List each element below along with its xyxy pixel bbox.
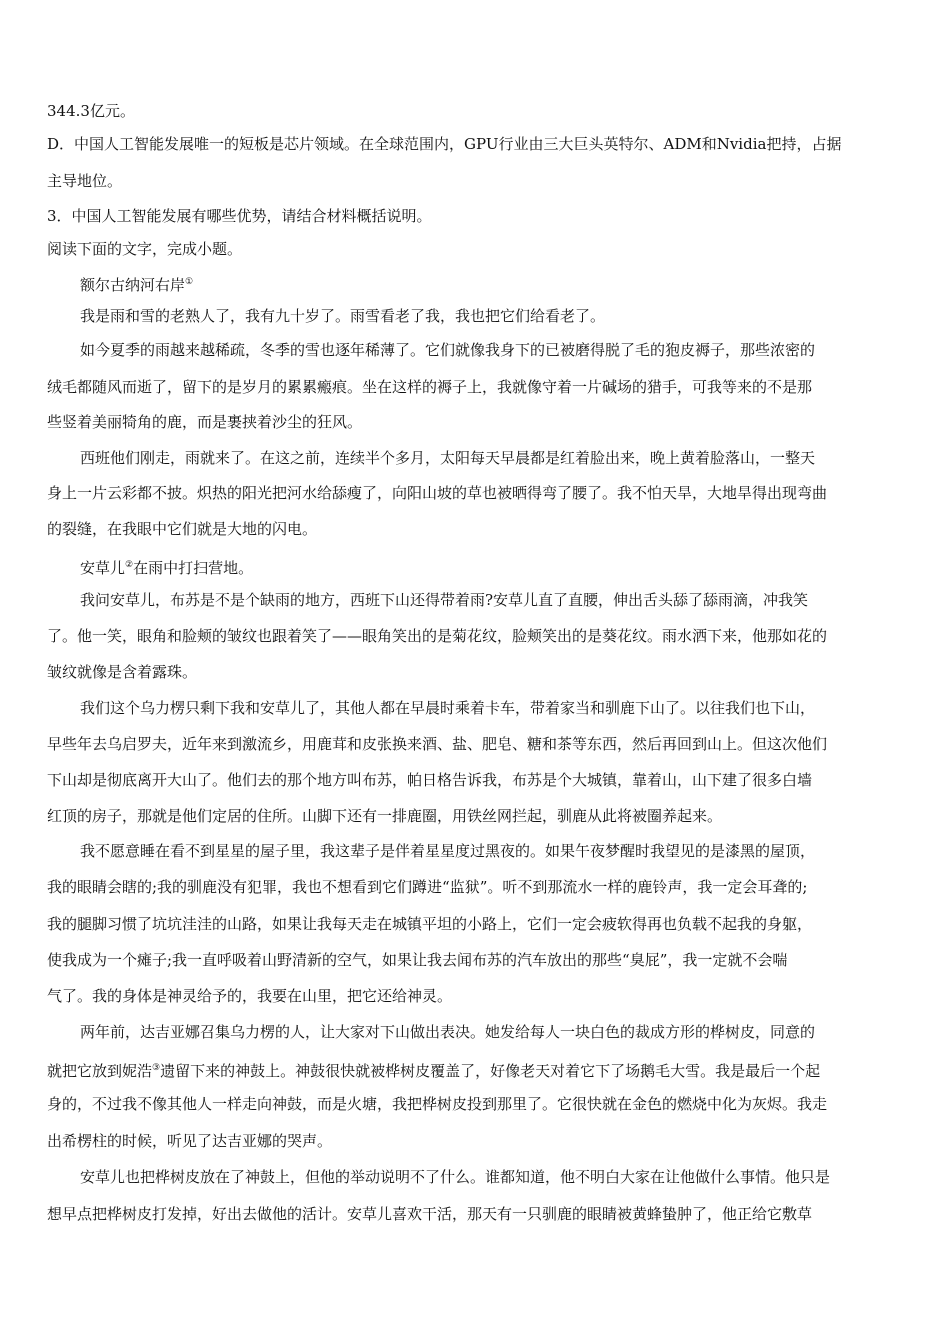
paragraph-line: 我的腿脚习惯了坑坑洼洼的山路，如果让我每天走在城镇平坦的小路上，它们一定会疲软得再也负载不起我的身躯，	[47, 915, 813, 933]
paragraph-line: 我的眼睛会瞎的;我的驯鹿没有犯罪，我也不想看到它们蹲进“监狱”。听不到那流水一样的鹿铃声，我一定会耳聋的;	[47, 878, 808, 896]
paragraph-line: 出希楞柱的时候，听见了达吉亚娜的哭声。	[47, 1132, 333, 1150]
footnote-marker: ③	[152, 1063, 161, 1073]
paragraph-line: 红顶的房子，那就是他们定居的住所。山脚下还有一排鹿圈，用铁丝网拦起，驯鹿从此将被圈养起来。	[47, 807, 723, 825]
text-span: 在雨中打扫营地。	[133, 559, 254, 577]
paragraph-line: 绒毛都随风而逝了，留下的是岁月的累累瘢痕。坐在这样的褥子上，我就像守着一片碱场的猎手，可我等来的不是那	[47, 378, 813, 396]
paragraph-line: 身上一片云彩都不披。炽热的阳光把河水给舔瘦了，向阳山坡的草也被晒得弯了腰了。我不怕天旱，大地旱得出现弯曲	[47, 484, 828, 502]
paragraph-line: 安草儿也把桦树皮放在了神鼓上，但他的举动说明不了什么。谁都知道，他不明白大家在让他做什么事情。他只是	[80, 1168, 831, 1186]
paragraph-line: 使我成为一个瘫子;我一直呼吸着山野清新的空气，如果让我去闻布苏的汽车放出的那些“臭屁”，我一定就不会喘	[47, 951, 788, 969]
paragraph-line: 西班他们刚走，雨就来了。在这之前，连续半个多月，太阳每天早晨都是红着脸出来，晚上黄着脸落山，一整天	[80, 449, 816, 467]
paragraph-line: 我问安草儿，布苏是不是个缺雨的地方，西班下山还得带着雨?安草儿直了直腰，伸出舌头舔了舔雨滴，冲我笑	[80, 591, 809, 609]
paragraph-line	[47, 1058, 820, 1081]
text-span: 安草儿	[80, 559, 126, 577]
paragraph-line: 的裂缝，在我眼中它们就是大地的闪电。	[47, 520, 318, 538]
paragraph-line: 身的，不过我不像其他人一样走向神鼓，而是火塘，我把桦树皮投到那里了。它很快就在金色的燃烧中化为灰烬。我走	[47, 1095, 828, 1113]
article-title	[80, 272, 193, 295]
paragraph-line: 了。他一笑，眼角和脸颊的皱纹也跟着笑了——眼角笑出的是菊花纹，脸颊笑出的是葵花纹。雨水洒下来，他那如花的	[47, 627, 828, 645]
paragraph-line: 下山却是彻底离开大山了。他们去的那个地方叫布苏，帕日格告诉我，布苏是个大城镇，靠着山，山下建了很多白墙	[47, 771, 813, 789]
text-span: 就把它放到妮浩	[47, 1062, 153, 1080]
paragraph-line: 我是雨和雪的老熟人了，我有九十岁了。雨雪看老了我，我也把它们给看老了。	[80, 307, 606, 325]
paragraph-line: 气了。我的身体是神灵给予的，我要在山里，把它还给神灵。	[47, 987, 453, 1005]
paragraph-line	[80, 555, 253, 578]
footnote-marker: ②	[125, 560, 134, 570]
reading-instruction: 阅读下面的文字，完成小题。	[47, 240, 243, 258]
footnote-marker: ①	[185, 277, 194, 287]
paragraph-line: 我们这个乌力楞只剩下我和安草儿了，其他人都在早晨时乘着卡车，带着家当和驯鹿下山了。以往我们也下山，	[80, 699, 816, 717]
paragraph-line: 我不愿意睡在看不到星星的屋子里，我这辈子是伴着星星度过黑夜的。如果午夜梦醒时我望见的是漆黑的屋顶，	[80, 842, 816, 860]
paragraph-line: 如今夏季的雨越来越稀疏，冬季的雪也逐年稀薄了。它们就像我身下的已被磨得脱了毛的狍皮褥子，那些浓密的	[80, 341, 816, 359]
paragraph-line: 想早点把桦树皮打发掉，好出去做他的活计。安草儿喜欢干活，那天有一只驯鹿的眼睛被黄蜂蛰肿了，他正给它敷草	[47, 1205, 813, 1223]
option-d-line: D．中国人工智能发展唯一的短板是芯片领域。在全球范围内，GPU行业由三大巨头英特尔、ADM和Nvidia把持，占据	[47, 135, 842, 153]
option-d-line: 主导地位。	[47, 172, 123, 190]
question-3: 3．中国人工智能发展有哪些优势，请结合材料概括说明。	[47, 207, 432, 225]
paragraph-line: 早些年去乌启罗夫，近年来到激流乡，用鹿茸和皮张换来酒、盐、肥皂、糖和茶等东西，然后再回到山上。但这次他们	[47, 735, 828, 753]
text-line: 344.3亿元。	[47, 102, 135, 120]
paragraph-line: 两年前，达吉亚娜召集乌力楞的人，让大家对下山做出表决。她发给每人一块白色的裁成方形的桦树皮，同意的	[80, 1023, 816, 1041]
paragraph-line: 些竖着美丽犄角的鹿，而是裹挟着沙尘的狂风。	[47, 413, 363, 431]
paragraph-line: 皱纹就像是含着露珠。	[47, 663, 198, 681]
article-title-text: 额尔古纳河右岸	[80, 276, 186, 294]
text-span: 遗留下来的神鼓上。神鼓很快就被桦树皮覆盖了，好像老天对着它下了场鹅毛大雪。我是最后一个起	[160, 1062, 821, 1080]
